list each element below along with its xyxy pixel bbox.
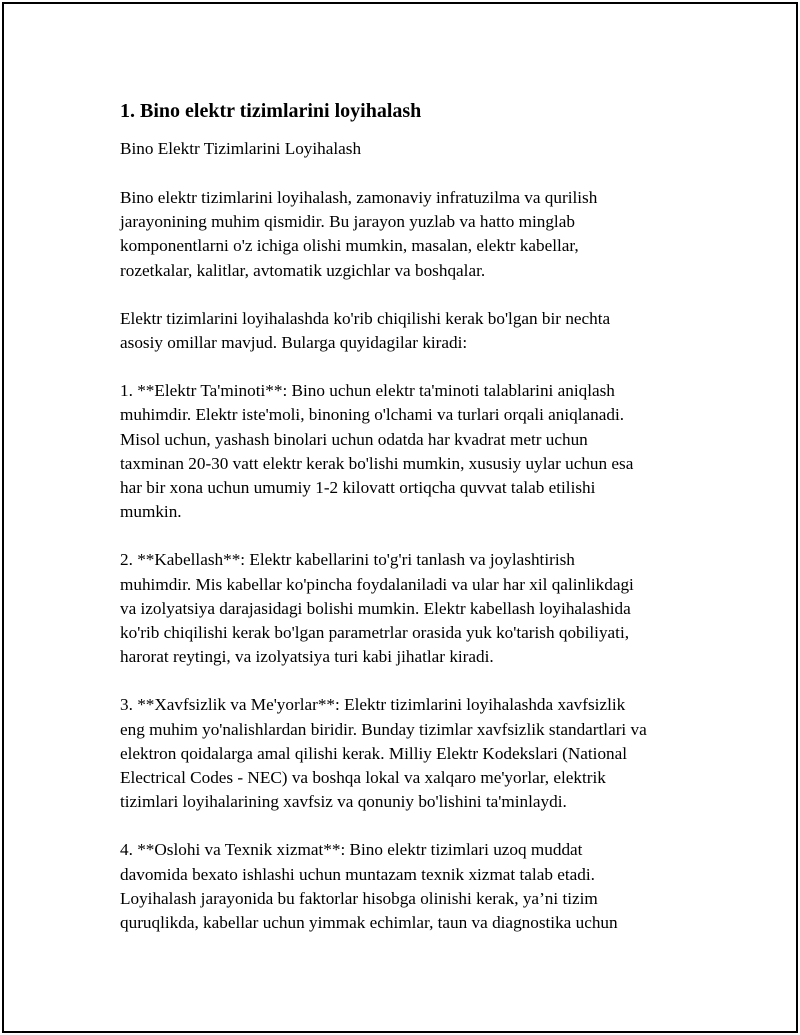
paragraph-line: 2. **Kabellash**: Elektr kabellarini to'g'ri tanlash va joylashtirish: [120, 550, 575, 570]
document-body: [120, 97, 700, 959]
paragraph-line: asosiy omillar mavjud. Bularga quyidagilar kiradi:: [120, 333, 468, 353]
paragraph-line: har bir xona uchun umumiy 1-2 kilovatt ortiqcha quvvat talab etilishi: [120, 478, 596, 498]
paragraph-line: eng muhim yo'nalishlardan biridir. Bunday tizimlar xavfsizlik standartlari va: [120, 719, 647, 739]
paragraph-line: taxminan 20-30 vatt elektr kerak bo'lishi mumkin, xususiy uylar uchun esa: [120, 453, 634, 473]
paragraph-list: [120, 186, 700, 935]
paragraph-line: quruqlikda, kabellar uchun yimmak echimlar, taun va diagnostika uchun: [120, 913, 618, 933]
paragraph-line: Misol uchun, yashash binolari uchun odatda har kvadrat metr uchun: [120, 429, 588, 449]
paragraph: [120, 548, 700, 669]
paragraph-line: mumkin.: [120, 502, 182, 522]
paragraph-line: davomida bexato ishlashi uchun muntazam texnik xizmat talab etadi.: [120, 864, 595, 884]
paragraph-line: 3. **Xavfsizlik va Me'yorlar**: Elektr tizimlarini loyihalashda xavfsizlik: [120, 695, 626, 715]
paragraph-line: va izolyatsiya darajasidagi bolishi mumkin. Elektr kabellash loyihalashida: [120, 598, 631, 618]
paragraph-line: Loyihalash jarayonida bu faktorlar hisobga olinishi kerak, ya’ni tizim: [120, 888, 598, 908]
paragraph-line: harorat reytingi, va izolyatsiya turi kabi jihatlar kiradi.: [120, 647, 494, 667]
paragraph-line: tizimlari loyihalarining xavfsiz va qonuniy bo'lishini ta'minlaydi.: [120, 792, 567, 812]
paragraph-line: jarayonining muhim qismidir. Bu jarayon yuzlab va hatto minglab: [120, 212, 575, 232]
paragraph-line: 4. **Oslohi va Texnik xizmat**: Bino elektr tizimlari uzoq muddat: [120, 840, 583, 860]
page-frame: [2, 2, 798, 1033]
paragraph-line: komponentlarni o'z ichiga olishi mumkin, masalan, elektr kabellar,: [120, 236, 579, 256]
paragraph: [120, 307, 700, 355]
paragraph-line: Electrical Codes - NEC) va boshqa lokal va xalqaro me'yorlar, elektrik: [120, 768, 606, 788]
document-subtitle: Bino Elektr Tizimlarini Loyihalash: [120, 139, 362, 158]
paragraph-line: elektron qoidalarga amal qilishi kerak. Milliy Elektr Kodekslari (National: [120, 743, 628, 763]
paragraph-line: muhimdir. Elektr iste'moli, binoning o'lchami va turlari orqali aniqlanadi.: [120, 405, 625, 425]
paragraph: [120, 186, 700, 283]
paragraph-line: ko'rib chiqilishi kerak bo'lgan parametrlar orasida yuk ko'tarish qobiliyati,: [120, 623, 630, 643]
document-title: 1. Bino elektr tizimlarini loyihalash: [120, 100, 422, 122]
paragraph-line: 1. **Elektr Ta'minoti**: Bino uchun elektr ta'minoti talablarini aniqlash: [120, 381, 615, 401]
paragraph: [120, 838, 700, 935]
paragraph-line: muhimdir. Mis kabellar ko'pincha foydalaniladi va ular har xil qalinlikdagi: [120, 574, 634, 594]
paragraph-line: rozetkalar, kalitlar, avtomatik uzgichlar va boshqalar.: [120, 260, 486, 280]
paragraph: [120, 693, 700, 814]
paragraph-line: Elektr tizimlarini loyihalashda ko'rib chiqilishi kerak bo'lgan bir nechta: [120, 308, 611, 328]
paragraph-line: Bino elektr tizimlarini loyihalash, zamonaviy infratuzilma va qurilish: [120, 188, 598, 207]
paragraph: [120, 379, 700, 524]
